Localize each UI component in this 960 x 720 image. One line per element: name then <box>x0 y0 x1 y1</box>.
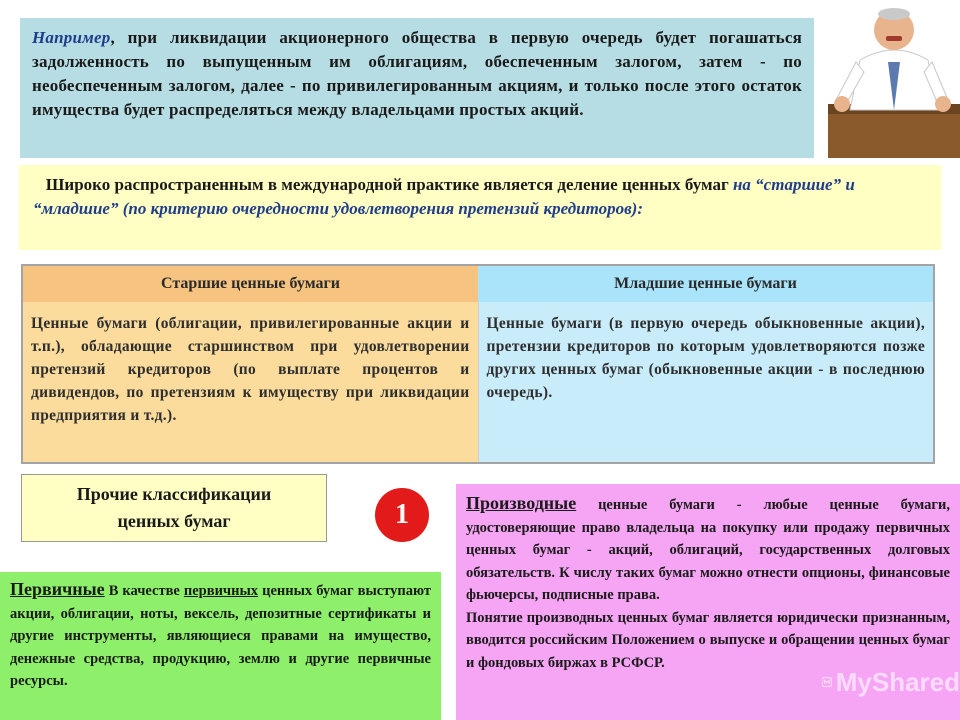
intro-paragraph <box>20 18 814 158</box>
derivative-term: Производные <box>466 493 577 513</box>
watermark-logo <box>822 662 960 702</box>
classification-statement <box>19 165 941 250</box>
junior-header: Младшие ценные бумаги <box>478 266 933 302</box>
classification-text: Широко распространенным в международной практике является деление ценных бумаг <box>45 175 733 194</box>
other-line1: Прочие классификации <box>76 484 272 504</box>
senior-description: Ценные бумаги (облигации, привилегированные акции и т.п.), обладающие старшинством при удовлетворении претензий кредиторов (по выплате процентов и дивидендов, по претензиям к имуществу при ликвидации предприятия и т.д.). <box>23 302 479 462</box>
primary-pre: В качестве <box>104 583 184 599</box>
intro-text: , при ликвидации акционерного общества в первую очередь будет погашаться задолженность по выпущенным им облигациям, обеспеченным залогом, затем - по необеспеченным залогом, далее - по привилегированным акциям, и только после этого остаток имущества будет распределяться между владельцами простых акций. <box>32 28 802 119</box>
intro-lead: Например <box>32 28 111 47</box>
angry-man-image <box>828 0 960 158</box>
primary-text: ценных бумаг выступают акции, облигации, ноты, вексель, депозитные сертификаты и другие инструменты, являющиеся правами на имущество, денежные средства, продукцию, землю и другие первичные ресурсы. <box>10 583 431 689</box>
primary-underlined: первичных <box>183 583 259 599</box>
other-line2: ценных бумаг <box>117 511 231 531</box>
businessman-illustration <box>828 0 960 158</box>
table-body-row <box>23 302 933 462</box>
junior-description: Ценные бумаги (в первую очередь обыкновенные акции), претензии кредиторов по которым удовлетворяются позже других ценных бумаг (обыкновенные акции - в последнюю очередь). <box>479 302 934 462</box>
senior-junior-table <box>21 264 935 464</box>
primary-term: Первичные <box>10 579 105 599</box>
table-header-row <box>23 266 933 302</box>
senior-header: Старшие ценные бумаги <box>23 266 478 302</box>
primary-securities-box <box>0 572 441 720</box>
badge-number: 1 <box>395 499 409 530</box>
watermark-icon <box>822 669 832 695</box>
classification-highlight: на “старшие” и “младшие” (по критерию очередности удовлетворения претензий кредиторов): <box>33 175 855 218</box>
derivative-text2: Понятие производных ценных бумаг является юридически признанным, вводится российским Положением о выпуске и обращении ценных бумаг и фондовых биржах в РСФСР. <box>466 609 950 671</box>
derivative-text: ценные бумаги - любые ценные бумаги, удостоверяющие право владельца на покупку или продажу первичных ценных бумаг - акций, облигаций, государственных долговых обязательств. К числу таких бумаг можно отнести опционы, финансовые фьючерсы, подписные права. <box>466 497 950 603</box>
other-classifications-box <box>21 474 327 542</box>
watermark-text: MyShared <box>835 666 960 697</box>
number-badge <box>375 488 429 542</box>
